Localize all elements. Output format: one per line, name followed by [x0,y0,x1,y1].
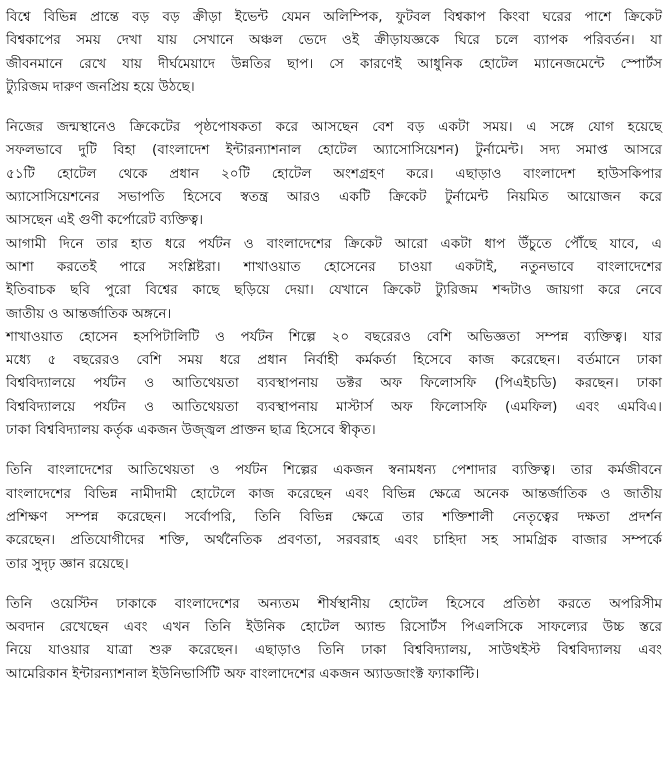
text-line: নিজের জন্মস্থানেও ক্রিকেটের পৃষ্ঠপোষকতা করে আসছেন বেশ বড় একটা সময়। এ সঙ্গে যোগ হয়েছে [6,119,662,136]
paragraph-gap [6,576,662,593]
text-line: মধ্যে ৫ বছরেরও বেশি সময় ধরে প্রধান নির্বাহী কর্মকর্তা হিসেবে কাজ করেছেন। বর্তমানে ঢাকা [6,352,662,369]
document-body [6,6,662,686]
text-line: শাখাওয়াত হোসেন হসপিটালিটি ও পর্যটন শিল্পে ২০ বছরেরও বেশি অভিজ্ঞতা সম্পন্ন ব্যক্তিত্ব। যার [6,328,662,345]
text-line: বিশ্ববিদ্যালয়ে পর্যটন ও আতিথেয়তা ব্যবস্থাপনায় মাস্টার্স অফ ফিলোসফি (এমফিল) এবং এমবিএ। [6,398,662,415]
text-line: তিনি বাংলাদেশের আতিথেয়তা ও পর্যটন শিল্পের একজন স্বনামধন্য পেশাদার ব্যক্তিত্ব। তার কর্মজীবনে [6,462,662,479]
text-line: অবদান রেখেছেন এবং এখন তিনি ইউনিক হোটেল অ্যান্ড রিসোর্টস পিএলসিকে সাফল্যের উচ্চ স্তরে [6,619,662,636]
text-line: প্রশিক্ষণ সম্পন্ন করেছেন। সর্বোপরি, তিনি বিভিন্ন ক্ষেত্রে তার শক্তিশালী নেতৃত্বের দক্ষতা প্রদর্শন [6,508,662,525]
text-line: আগামী দিনে তার হাত ধরে পর্যটন ও বাংলাদেশের ক্রিকেট আরো একটা ধাপ উঁচুতে পৌঁছে যাবে, এ [6,235,662,252]
text-line: নিয়ে যাওয়ার যাত্রা শুরু করেছেন। এছাড়াও তিনি ঢাকা বিশ্ববিদ্যালয়, সাউথইস্ট বিশ্ববিদ্যালয় এবং [6,642,662,659]
paragraph-gap [6,99,662,116]
text-line: ইতিবাচক ছবি পুরো বিশ্বের কাছে ছড়িয়ে দেয়া। যেখানে ক্রিকেট ট্যুরিজম শব্দটাও জায়গা করে নেবে [6,282,662,299]
text-line: ঢাকা বিশ্ববিদ্যালয় কর্তৃক একজন উজ্জ্বল প্রাক্তন ছাত্র হিসেবে স্বীকৃত। [6,422,376,439]
paragraph-sports-tourism [6,6,662,99]
text-line: করেছেন। প্রতিযোগীদের শক্তি, অর্থনৈতিক প্রবণতা, সরবরাহ এবং চাহিদা সহ সামগ্রিক বাজার সম্পর্কে [6,532,662,549]
text-line: বিশ্ববিদ্যালয়ে পর্যটন ও আতিথেয়তা ব্যবস্থাপনায় ডক্টর অফ ফিলোসফি (পিএইচডি) করছেন। ঢাকা [6,375,662,392]
text-line: ৫১টি হোটেল থেকে প্রধান ২০টি হোটেল অংশগ্রহণ করে। এছাড়াও বাংলাদেশ হাউসকিপার [6,165,662,182]
text-line: আশা করতেই পারে সংশ্লিষ্টরা। শাখাওয়াত হোসেনের চাওয়া একটাই, নতুনভাবে বাংলাদেশের [6,258,662,275]
text-line: আসছেন এই গুণী কর্পোরেট ব্যক্তিত্ব। [6,212,204,229]
paragraph-westin-contribution [6,593,662,686]
text-line: অ্যাসোসিয়েশনের সভাপতি হিসেবে স্বতন্ত্র আরও একটি ক্রিকেট টুর্নামেন্ট নিয়মিত আয়োজন করে [6,189,662,206]
text-line: সফলভাবে দুটি বিহা (বাংলাদেশ ইন্টারন্যাশনাল হোটেল অ্যাসোসিয়েশন) টুর্নামেন্ট। সদ্য সমাপ্ত আসরে [6,142,662,159]
paragraph-professional-profile [6,459,662,575]
text-line: বাংলাদেশের বিভিন্ন নামীদামী হোটেলে কাজ করেছেন এবং বিভিন্ন ক্ষেত্রে অনেক আন্তর্জাতিক ও জাতীয় [6,485,662,502]
text-line: ট্যুরিজম দারুণ জনপ্রিয় হয়ে উঠছে। [6,78,195,95]
text-line: তিনি ওয়েস্টিন ঢাকাকে বাংলাদেশের অন্যতম শীর্ষস্থানীয় হোটেল হিসেবে প্রতিষ্ঠা করতে অপরিসীম [6,595,662,612]
text-line: জাতীয় ও আন্তর্জাতিক অঙ্গনে। [6,305,172,322]
text-line: বিশ্বে বিভিন্ন প্রান্তে বড় বড় ক্রীড়া ইভেন্ট যেমন অলিম্পিক, ফুটবল বিশ্বকাপ কিংবা ঘরের পাশে ক্রিকেট [6,9,662,25]
text-line: জীবনমানে রেখে যায় দীর্ঘমেয়াদে উন্নতির ছাপ। সে কারণেই আধুনিক হোটেল ম্যানেজমেন্টে স্পোর্টস [6,55,662,72]
text-line: আমেরিকান ইন্টারন্যাশনাল ইউনিভার্সিটি অফ বাংলাদেশের একজন অ্যাডজাংক্ট ফ্যাকাল্টি। [6,665,480,682]
paragraph-gap [6,442,662,459]
text-line: তার সুদৃঢ় জ্ঞান রয়েছে। [6,555,129,572]
paragraph-cricket-biography [6,116,662,442]
text-line: বিশ্বকাপের সময় দেখা যায় সেখানে অঞ্চল ভেদে ওই ক্রীড়াযজ্ঞকে ঘিরে চলে ব্যাপক পরিবর্তন। যা [6,32,662,49]
